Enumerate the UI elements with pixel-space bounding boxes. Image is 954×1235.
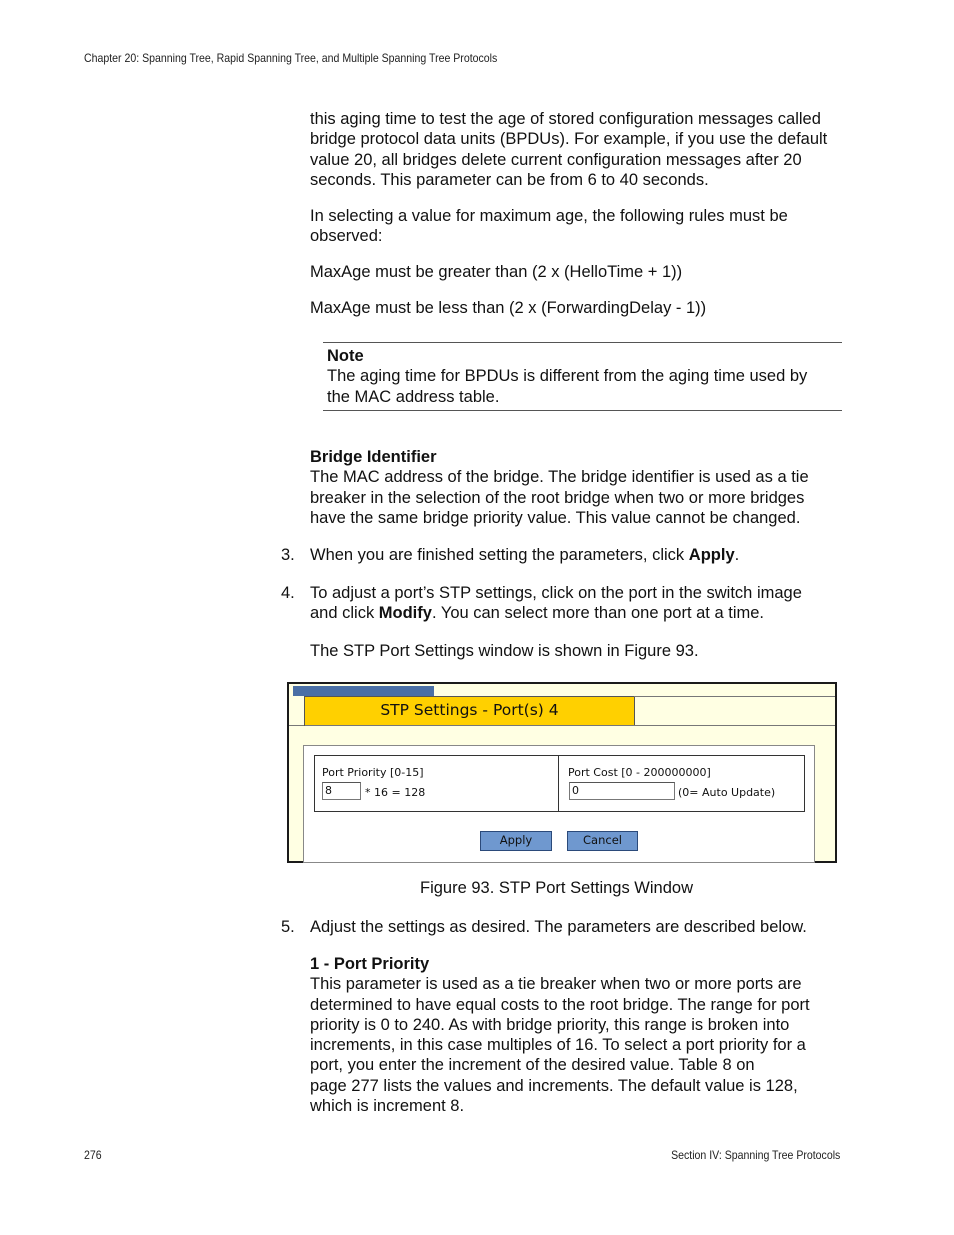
- port-priority-input[interactable]: 8: [322, 782, 361, 800]
- modify-reference: Modify: [378, 604, 432, 623]
- title-left-rule: [304, 696, 305, 726]
- port-priority-hint: * 16 = 128: [365, 786, 426, 799]
- step-number: 3.: [281, 546, 295, 564]
- step-number: 5.: [281, 918, 295, 936]
- text-line: To adjust a port’s STP settings, click on the port in the switch image: [310, 584, 802, 602]
- title-bottom-rule: [289, 725, 835, 726]
- stp-port-settings-window: [287, 682, 837, 863]
- title-top-rule: [634, 696, 835, 697]
- rule-max-age-greater: MaxAge must be greater than (2 x (HelloTime + 1)): [310, 263, 683, 281]
- port-cost-hint: (0= Auto Update): [678, 786, 776, 799]
- text-line: page 277 lists the values and increments. The default value is 128,: [310, 1076, 798, 1095]
- note-top-rule: [323, 342, 842, 343]
- text-line: priority is 0 to 240. As with bridge priority, this range is broken into: [310, 1015, 790, 1034]
- text-line: The aging time for BPDUs is different from the aging time used by: [327, 367, 808, 386]
- port-cost-label: Port Cost [0 - 200000000]: [568, 766, 711, 779]
- section-heading: 1 - Port Priority: [310, 955, 430, 973]
- bridge-identifier-section: [310, 447, 870, 528]
- text-line: port, you enter the increment of the desired value. Table 8 on: [310, 1056, 755, 1075]
- field-divider: [558, 756, 559, 811]
- text-line: which is increment 8.: [310, 1097, 465, 1116]
- text-line: increments, in this case multiples of 16. To select a port priority for a: [310, 1036, 806, 1055]
- aging-paragraph: [310, 109, 870, 190]
- text-line: observed:: [310, 227, 383, 246]
- text-line: The MAC address of the bridge. The bridge identifier is used as a tie: [310, 468, 809, 487]
- text-line: have the same bridge priority value. This value cannot be changed.: [310, 508, 801, 527]
- page-number: 276: [84, 1148, 102, 1162]
- figure-reference-text: The STP Port Settings window is shown in Figure 93.: [310, 642, 699, 660]
- step-number: 4.: [281, 584, 295, 602]
- note-box: [327, 346, 842, 407]
- text-line: In selecting a value for maximum age, the following rules must be: [310, 207, 788, 225]
- tab-bar: [293, 686, 434, 696]
- text-run: and click: [310, 604, 379, 623]
- text-run: . You can select more than one port at a time.: [431, 604, 764, 623]
- port-priority-section: [310, 954, 870, 1116]
- note-title: Note: [327, 347, 364, 365]
- port-priority-label: Port Priority [0-15]: [322, 766, 424, 779]
- text-line: this aging time to test the age of stored configuration messages called: [310, 110, 821, 128]
- fields-box: [314, 755, 805, 812]
- text-line: value 20, all bridges delete current configuration messages after 20: [310, 150, 802, 169]
- window-title: STP Settings - Port(s) 4: [304, 696, 635, 726]
- text-line: This parameter is used as a tie breaker when two or more ports are: [310, 975, 802, 994]
- step-4-text: [310, 583, 802, 624]
- apply-reference: Apply: [688, 546, 735, 564]
- text-line: the MAC address table.: [327, 387, 500, 406]
- port-cost-input[interactable]: 0: [569, 782, 675, 800]
- rules-intro: [310, 206, 870, 247]
- text-run: When you are finished setting the parameters, click: [310, 546, 689, 564]
- settings-panel: [303, 745, 815, 863]
- rule-max-age-less: MaxAge must be less than (2 x (ForwardingDelay - 1)): [310, 299, 707, 317]
- text-line: breaker in the selection of the root bridge when two or more bridges: [310, 488, 805, 507]
- text-run: .: [734, 546, 740, 564]
- text-line: seconds. This parameter can be from 6 to 40 seconds.: [310, 170, 709, 189]
- note-bottom-rule: [323, 410, 842, 411]
- figure-caption: Figure 93. STP Port Settings Window: [420, 879, 693, 897]
- step-5-text: Adjust the settings as desired. The parameters are described below.: [310, 918, 807, 936]
- running-footer: Section IV: Spanning Tree Protocols: [670, 1148, 840, 1162]
- text-line: determined to have equal costs to the root bridge. The range for port: [310, 995, 810, 1014]
- step-3-text: [310, 545, 739, 565]
- text-line: bridge protocol data units (BPDUs). For example, if you use the default: [310, 130, 828, 149]
- section-heading: Bridge Identifier: [310, 448, 437, 466]
- apply-button[interactable]: Apply: [480, 831, 552, 851]
- running-header: Chapter 20: Spanning Tree, Rapid Spanning Tree, and Multiple Spanning Tree Protocols: [84, 51, 498, 65]
- text-line: [310, 603, 802, 623]
- cancel-button[interactable]: Cancel: [567, 831, 638, 851]
